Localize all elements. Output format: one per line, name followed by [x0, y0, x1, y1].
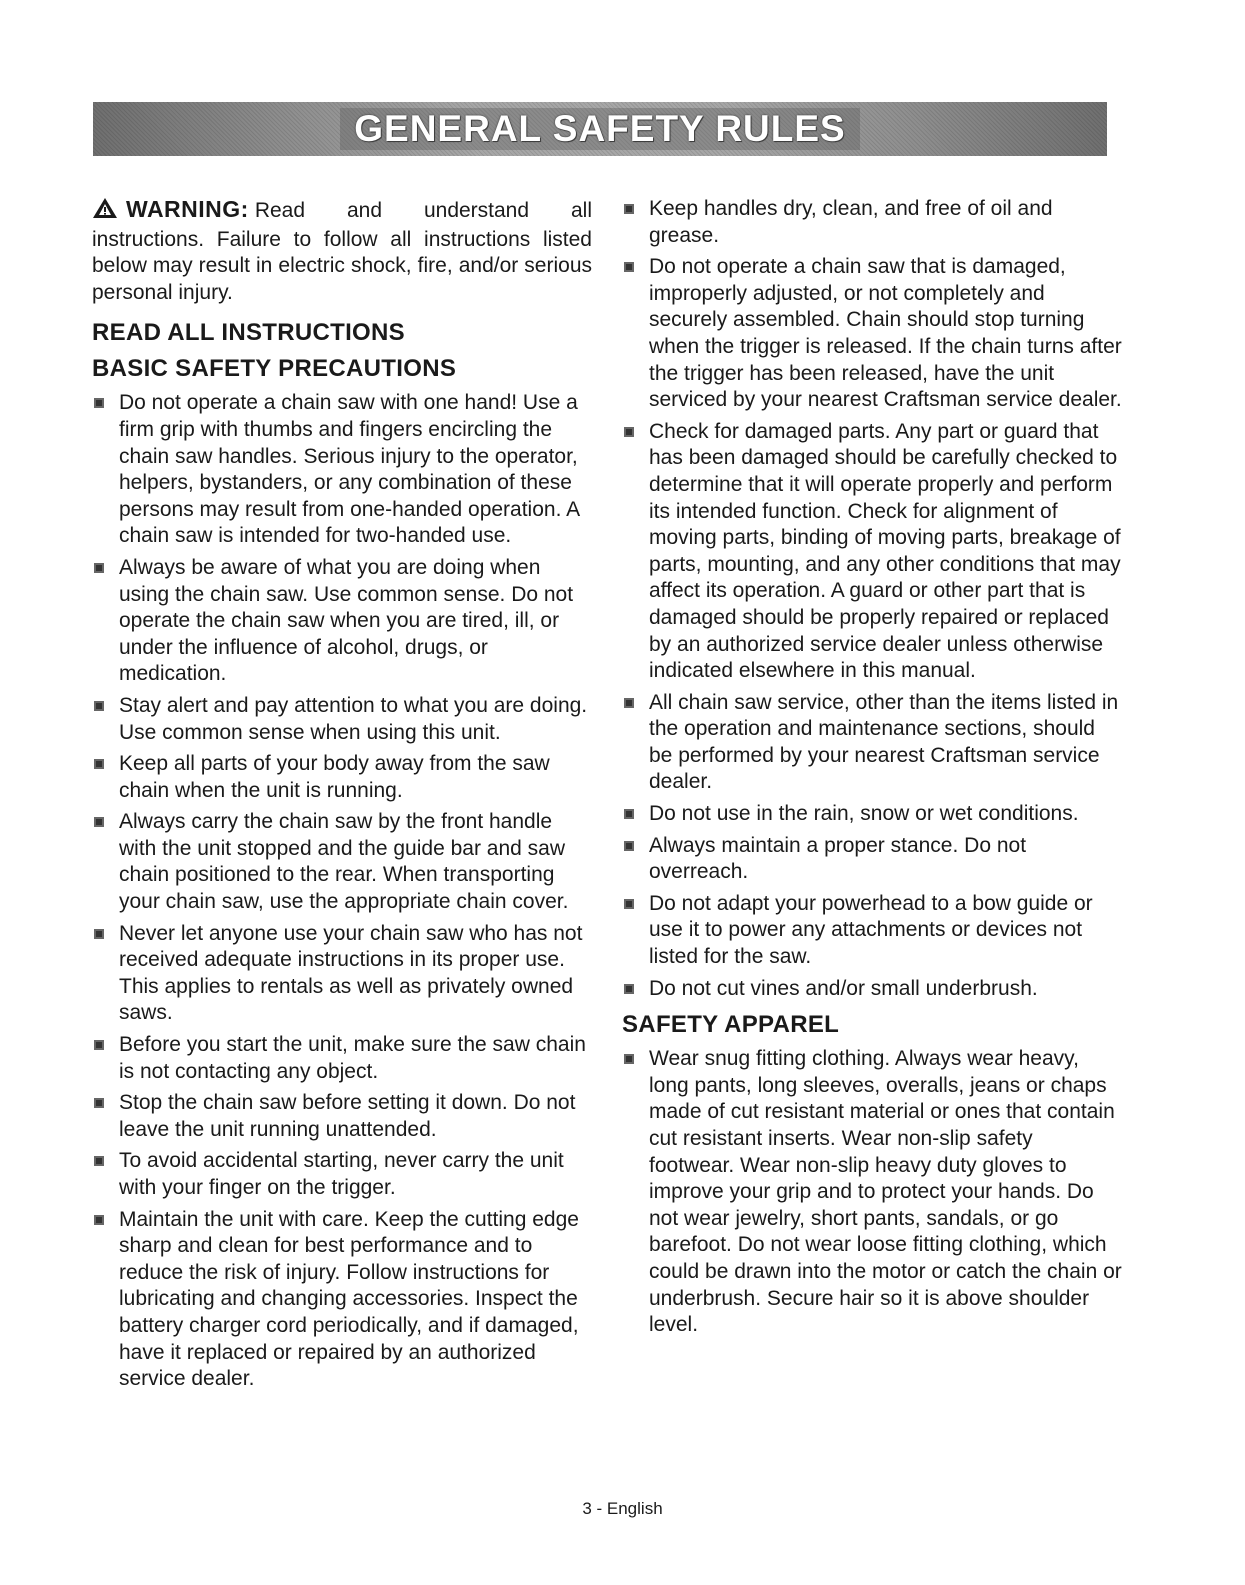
page-title: GENERAL SAFETY RULES [340, 108, 859, 150]
list-item: Always maintain a proper stance. Do not overreach. [622, 833, 1122, 886]
basic-precautions-list [92, 390, 592, 1392]
right-column [622, 196, 1122, 1344]
warning-label: WARNING: [126, 196, 249, 222]
left-column [92, 196, 592, 1398]
page-number: 3 - English [582, 1499, 663, 1518]
list-item: Do not operate a chain saw with one hand! Use a firm grip with thumbs and fingers encircling the chain saw handles. Serious injury to the operator, helpers, bystanders, or any combination of these persons may result from one-handed operation. A chain saw is intended for two-handed use. [92, 390, 592, 550]
list-item: Wear snug fitting clothing. Always wear heavy, long pants, long sleeves, overalls, jeans or chaps made of cut resistant material or ones that contain cut resistant inserts. Wear non-slip safety footwear. Wear non-slip heavy duty gloves to improve your grip and to protect your hands. Do not wear jewelry, short pants, sandals, or go barefoot. Do not wear loose fitting clothing, which could be drawn into the motor or catch the chain or underbrush. Secure hair so it is above shoulder level. [622, 1046, 1122, 1339]
warning-block [92, 196, 592, 306]
heading-basic-safety-precautions: BASIC SAFETY PRECAUTIONS [92, 355, 457, 383]
list-item: Stay alert and pay attention to what you are doing. Use common sense when using this unit. [92, 693, 592, 746]
warning-triangle-icon [92, 197, 118, 227]
list-item: Never let anyone use your chain saw who has not received adequate instructions in its proper use. This applies to rentals as well as privately owned saws. [92, 921, 592, 1027]
safety-apparel-list [622, 1046, 1122, 1339]
warning-text: Read and understand all instructions. Failure to follow all instructions listed below may result in electric shock, fire, and/or serious personal injury. [92, 199, 592, 304]
heading-safety-apparel: SAFETY APPAREL [622, 1011, 840, 1039]
heading-read-all-instructions: READ ALL INSTRUCTIONS [92, 319, 405, 347]
list-item: All chain saw service, other than the items listed in the operation and maintenance sections, should be performed by your nearest Craftsman service dealer. [622, 690, 1122, 796]
list-item: Before you start the unit, make sure the saw chain is not contacting any object. [92, 1032, 592, 1085]
list-item: Keep handles dry, clean, and free of oil and grease. [622, 196, 1122, 249]
list-item: Maintain the unit with care. Keep the cutting edge sharp and clean for best performance and to reduce the risk of injury. Follow instructions for lubricating and changing accessories. Inspect the battery charger cord periodically, and if damaged, have it replaced or repaired by an authorized service dealer. [92, 1207, 592, 1393]
list-item: To avoid accidental starting, never carry the unit with your finger on the trigger. [92, 1148, 592, 1201]
list-item: Do not operate a chain saw that is damaged, improperly adjusted, or not completely and securely assembled. Chain should stop turning when the trigger is released. If the chain turns after the trigger has been released, have the unit serviced by your nearest Craftsman service dealer. [622, 254, 1122, 414]
list-item: Always be aware of what you are doing when using the chain saw. Use common sense. Do not operate the chain saw when you are tired, ill, or under the influence of alcohol, drugs, or medication. [92, 555, 592, 688]
list-item: Keep all parts of your body away from the saw chain when the unit is running. [92, 751, 592, 804]
list-item: Do not use in the rain, snow or wet conditions. [622, 801, 1122, 828]
list-item: Do not adapt your powerhead to a bow guide or use it to power any attachments or devices not listed for the saw. [622, 891, 1122, 971]
precautions-continued-list [622, 196, 1122, 1002]
list-item: Check for damaged parts. Any part or guard that has been damaged should be carefully checked to determine that it will operate properly and perform its intended function. Check for alignment of moving parts, binding of moving parts, breakage of parts, mounting, and any other conditions that may affect its operation. A guard or other part that is damaged should be properly repaired or replaced by an authorized service dealer unless otherwise indicated elsewhere in this manual. [622, 419, 1122, 685]
title-banner [93, 102, 1107, 156]
list-item: Stop the chain saw before setting it down. Do not leave the unit running unattended. [92, 1090, 592, 1143]
list-item: Always carry the chain saw by the front handle with the unit stopped and the guide bar and saw chain positioned to the rear. When transporting your chain saw, use the appropriate chain cover. [92, 809, 592, 915]
list-item: Do not cut vines and/or small underbrush. [622, 976, 1122, 1003]
